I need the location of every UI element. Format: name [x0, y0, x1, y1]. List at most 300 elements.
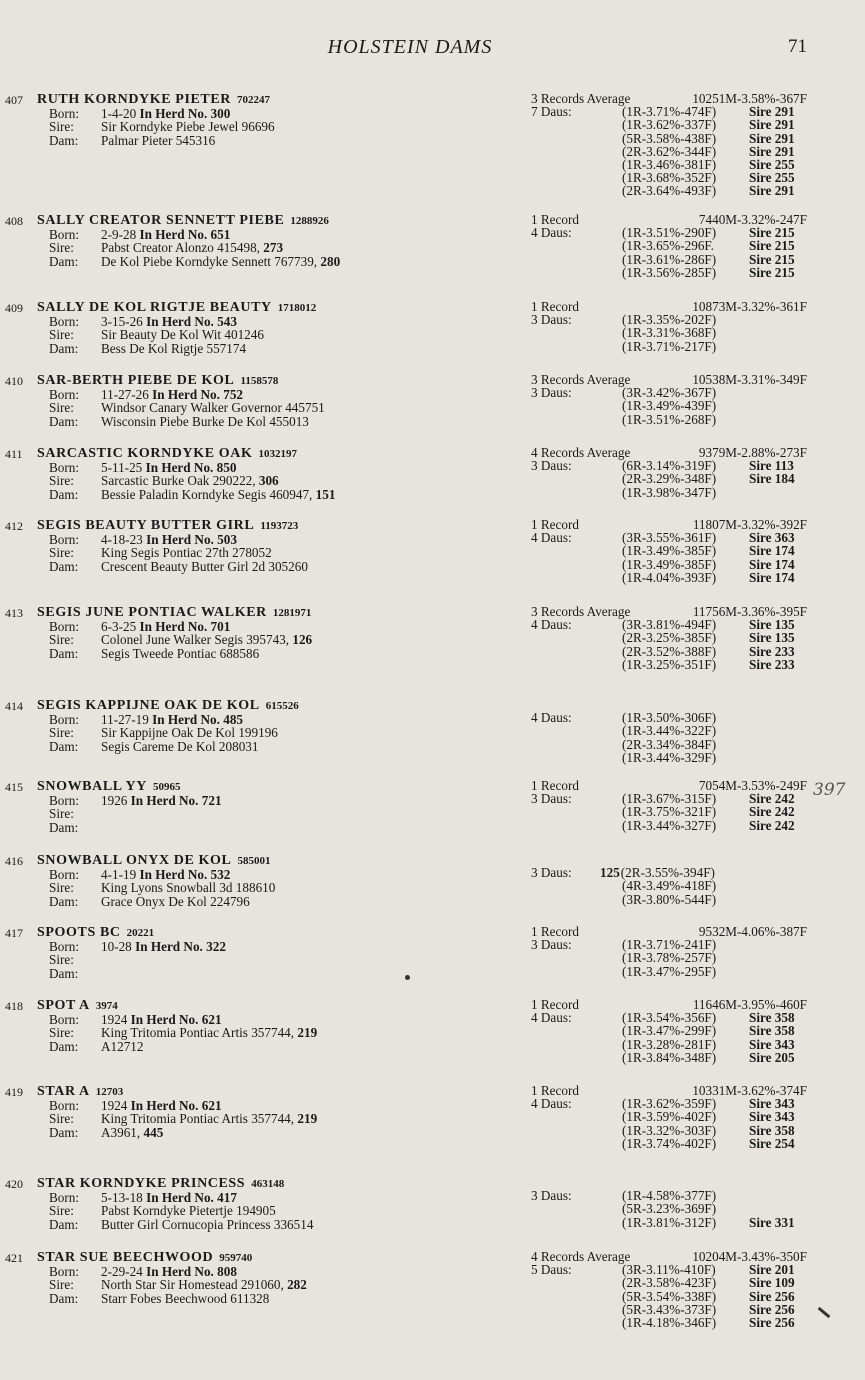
- dam-row: [37, 342, 497, 355]
- daughter-record-value: (3R-3.11%-410F): [622, 1262, 716, 1278]
- born-label: Born:: [49, 619, 80, 635]
- born-label: Born:: [49, 1012, 80, 1028]
- in-herd-label: In Herd No.: [152, 712, 224, 728]
- entry-number: 416: [5, 854, 23, 868]
- daughter-record: [531, 751, 811, 764]
- cow-name-line: [37, 92, 497, 107]
- daughter-sire: Sire 291: [749, 130, 795, 146]
- entry-number: 413: [5, 606, 23, 620]
- in-herd-label: In Herd No.: [146, 532, 218, 548]
- sire-label: Sire:: [49, 1111, 74, 1127]
- cow-name: STAR KORNDYKE PRINCESS: [37, 1176, 246, 1191]
- born-label: Born:: [49, 387, 80, 403]
- daughter-values: [622, 340, 716, 353]
- born-row: [37, 794, 497, 807]
- dam-name: A12712: [101, 1038, 144, 1054]
- sire-name: King Lyons Snowball 3d 188610: [101, 880, 276, 896]
- dam-row: [37, 560, 497, 573]
- dam-row: [37, 740, 497, 753]
- record-value: 10251M-3.58%-367F: [692, 91, 807, 106]
- sire-label: Sire:: [49, 632, 74, 648]
- daughters-label: 3 Daus:: [531, 458, 572, 474]
- dam-label: Dam:: [49, 413, 79, 429]
- daughter-sire: Sire 255: [749, 170, 795, 186]
- in-herd-label: In Herd No.: [130, 1098, 202, 1114]
- cow-name-line: [37, 925, 497, 940]
- sire-label: Sire:: [49, 952, 74, 968]
- daughter-record-value: (1R-3.71%-241F): [622, 937, 717, 953]
- daughters-label: 3 Daus:: [531, 937, 572, 953]
- cow-name-line: [37, 853, 497, 868]
- cow-name: SEGIS BEAUTY BUTTER GIRL: [37, 518, 255, 533]
- dam-name: Bess De Kol Rigtje 557174: [101, 340, 247, 356]
- dam-index: 151: [312, 486, 336, 502]
- production-record: [531, 1250, 811, 1329]
- record-label: 1 Record: [531, 517, 579, 532]
- sire-label: Sire:: [49, 545, 74, 561]
- daughter-record: [531, 1316, 811, 1329]
- daughter-record: [531, 266, 811, 279]
- daughter-record: [531, 819, 811, 832]
- daughter-sire: Sire 201: [749, 1262, 795, 1278]
- daughter-record-value: (1R-3.62%-337F): [622, 117, 717, 133]
- daughter-record-value: (2R-3.52%-388F): [622, 643, 717, 659]
- daughters-label: 4 Daus:: [531, 1010, 572, 1026]
- daughter-record: [531, 965, 811, 978]
- dam-label: Dam:: [49, 965, 79, 981]
- cow-name: SALLY CREATOR SENNETT PIEBE: [37, 213, 285, 228]
- daughters-label: 4 Daus:: [531, 530, 572, 546]
- daughter-record-value: (1R-3.56%-285F): [622, 264, 717, 280]
- daughter-record-value: (1R-3.61%-286F): [622, 251, 717, 267]
- record-value: 10873M-3.32%-361F: [692, 299, 807, 314]
- daughter-record-value: (1R-3.47%-299F): [622, 1023, 717, 1039]
- sire-index: 282: [283, 1277, 307, 1293]
- herd-number: 850: [216, 460, 237, 476]
- sire-name: King Tritomia Pontiac Artis 357744,: [101, 1111, 295, 1127]
- entry-pedigree: [37, 518, 497, 573]
- dam-name: Wisconsin Piebe Burke De Kol 455013: [101, 413, 309, 429]
- daughter-record-value: (5R-3.43%-373F): [622, 1301, 717, 1317]
- born-date: 1924: [101, 1098, 131, 1114]
- sire-label: Sire:: [49, 1203, 74, 1219]
- registration-number: 463148: [251, 1178, 285, 1190]
- daughter-record-value: (1R-3.32%-303F): [622, 1122, 717, 1138]
- dam-label: Dam:: [49, 1290, 79, 1306]
- entry-number: 410: [5, 374, 23, 388]
- daughter-sire: Sire 291: [749, 143, 795, 159]
- daughter-record: [531, 893, 811, 906]
- ink-tick-mark: [818, 1307, 831, 1318]
- daughter-sire: Sire 256: [749, 1301, 795, 1317]
- daughters-label: 3 Daus:: [531, 791, 572, 807]
- in-herd-label: In Herd No.: [139, 867, 211, 883]
- entry-pedigree: [37, 1084, 497, 1139]
- dam-name: A3961,: [101, 1124, 141, 1140]
- entry-pedigree: [37, 446, 497, 501]
- sire-label: Sire:: [49, 1277, 74, 1293]
- daughter-record-value: (1R-3.59%-402F): [622, 1109, 717, 1125]
- entry-number: 407: [5, 93, 23, 107]
- record-label: 3 Records Average: [531, 91, 631, 106]
- herd-number: 322: [206, 939, 226, 955]
- herd-number: 417: [217, 1190, 237, 1206]
- sire-row: [37, 807, 497, 820]
- dam-label: Dam:: [49, 253, 79, 269]
- dam-label: Dam:: [49, 1038, 79, 1054]
- production-record: [531, 1084, 811, 1150]
- daughter-record-value: (2R-3.55%-394F): [620, 865, 715, 881]
- cow-name: SEGIS JUNE PONTIAC WALKER: [37, 605, 267, 620]
- daughter-sire: Sire 184: [749, 471, 795, 487]
- record-value: 10204M-3.43%-350F: [692, 1249, 807, 1264]
- born-label: Born:: [49, 314, 80, 330]
- sire-name: Sarcastic Burke Oak 290222,: [101, 473, 256, 489]
- daughter-record-value: (1R-3.35%-202F): [622, 312, 717, 328]
- handwritten-margin-note: 397: [813, 780, 846, 800]
- daughter-values: [622, 571, 716, 584]
- registration-number: 1718012: [277, 302, 317, 314]
- record-label: 4 Records Average: [531, 445, 631, 460]
- daughter-record-value: (1R-3.51%-268F): [622, 411, 717, 427]
- entry-number: 412: [5, 519, 23, 533]
- daughter-record-value: (1R-3.98%-347F): [622, 484, 717, 500]
- daughter-sire: Sire 343: [749, 1096, 795, 1112]
- sire-label: Sire:: [49, 473, 74, 489]
- born-label: Born:: [49, 227, 80, 243]
- daughter-sire: Sire 256: [749, 1288, 795, 1304]
- dam-row: [37, 1218, 497, 1231]
- sire-name: Windsor Canary Walker Governor 445751: [101, 400, 325, 416]
- daughter-record-value: (1R-4.58%-377F): [622, 1188, 717, 1204]
- daughters-label: 4 Daus:: [531, 617, 572, 633]
- in-herd-label: In Herd No.: [130, 793, 202, 809]
- registration-number: 1281971: [272, 607, 312, 619]
- dam-row: [37, 967, 497, 980]
- in-herd-label: In Herd No.: [139, 106, 211, 122]
- daughter-record-value: (2R-3.29%-348F): [622, 471, 717, 487]
- registration-number: 702247: [237, 94, 271, 106]
- in-herd-label: In Herd No.: [146, 314, 218, 330]
- record-value: 7440M-3.32%-247F: [698, 212, 807, 227]
- herd-number: 621: [201, 1012, 222, 1028]
- sire-name: Pabst Korndyke Pietertje 194905: [101, 1203, 276, 1219]
- dam-name: Segis Tweede Pontiac 688586: [101, 645, 260, 661]
- in-herd-label: In Herd No.: [146, 1190, 218, 1206]
- daughter-record-value: (1R-3.44%-322F): [622, 723, 717, 739]
- sire-label: Sire:: [49, 806, 74, 822]
- sire-label: Sire:: [49, 725, 74, 741]
- entry-pedigree: [37, 1250, 497, 1305]
- daughter-record-value: (1R-3.81%-312F): [622, 1214, 717, 1230]
- born-date: 2-29-24: [101, 1264, 147, 1280]
- daughters-label: 4 Daus:: [531, 225, 572, 241]
- daughter-sire: Sire 291: [749, 183, 795, 199]
- page-number: 71: [788, 36, 807, 57]
- daughter-record: [531, 1051, 811, 1064]
- daughter-record-value: (1R-3.31%-368F): [622, 325, 717, 341]
- daughter-prefix-index: 125: [600, 865, 620, 881]
- daughter-sire: Sire 242: [749, 817, 795, 833]
- sire-name: Sir Kappijne Oak De Kol 199196: [101, 725, 278, 741]
- in-herd-label: In Herd No.: [146, 1264, 218, 1280]
- herd-number: 621: [201, 1098, 222, 1114]
- registration-number: 1032197: [258, 448, 297, 460]
- daughter-record-value: (1R-4.04%-393F): [622, 569, 717, 585]
- sire-name: Sir Beauty De Kol Wit 401246: [101, 327, 264, 343]
- daughter-sire: Sire 358: [749, 1122, 795, 1138]
- daughter-sire: Sire 215: [749, 225, 795, 241]
- herd-number: 701: [210, 619, 231, 635]
- in-herd-label: In Herd No.: [152, 387, 224, 403]
- daughter-record-value: (1R-3.75%-321F): [622, 804, 717, 820]
- daughter-values: [622, 751, 716, 764]
- record-value: 11756M-3.36%-395F: [692, 604, 807, 619]
- production-record: [531, 446, 811, 499]
- dam-row: [37, 1040, 497, 1053]
- dam-label: Dam:: [49, 645, 79, 661]
- daughter-record-value: (1R-3.67%-315F): [622, 791, 717, 807]
- daughter-sire: Sire 255: [749, 156, 795, 172]
- dam-name: Crescent Beauty Butter Girl 2d 305260: [101, 558, 308, 574]
- page-title: HOLSTEIN DAMS: [327, 36, 493, 58]
- daughter-record: [531, 486, 811, 499]
- registration-number: 959740: [219, 1252, 253, 1264]
- dam-label: Dam:: [49, 738, 79, 754]
- sire-label: Sire:: [49, 880, 74, 896]
- cow-name-line: [37, 1176, 497, 1191]
- sire-row: [37, 953, 497, 966]
- dam-label: Dam:: [49, 1124, 79, 1140]
- production-record: [531, 711, 811, 764]
- daughter-sire: Sire 174: [749, 569, 795, 585]
- daughter-record-value: (1R-4.18%-346F): [622, 1314, 717, 1330]
- record-label: 1 Record: [531, 924, 579, 939]
- born-label: Born:: [49, 532, 80, 548]
- daughter-record-value: (5R-3.58%-438F): [622, 130, 717, 146]
- dam-label: Dam:: [49, 340, 79, 356]
- record-value: 9379M-2.88%-273F: [698, 445, 807, 460]
- born-date: 5-11-25: [101, 460, 146, 476]
- in-herd-label: In Herd No.: [139, 227, 211, 243]
- daughters-label: 7 Daus:: [531, 104, 572, 120]
- registration-number: 1158578: [240, 375, 279, 387]
- daughter-record-value: (2R-3.25%-385F): [622, 630, 717, 646]
- record-label: 1 Record: [531, 212, 579, 227]
- cow-name: SARCASTIC KORNDYKE OAK: [37, 446, 253, 461]
- daughter-sire: Sire 291: [749, 104, 795, 120]
- record-value: 11807M-3.32%-392F: [692, 517, 807, 532]
- dam-row: [37, 821, 497, 834]
- dam-label: Dam:: [49, 558, 79, 574]
- born-label: Born:: [49, 1098, 80, 1114]
- registration-number: 20221: [126, 927, 155, 939]
- dam-row: [37, 415, 497, 428]
- daughter-record-value: (1R-3.84%-348F): [622, 1049, 717, 1065]
- daughter-sire: Sire 135: [749, 630, 795, 646]
- daughter-sire: Sire 135: [749, 617, 795, 633]
- sire-index: 126: [289, 632, 313, 648]
- daughter-record-value: (1R-3.74%-402F): [622, 1135, 717, 1151]
- daughter-record-value: (5R-3.23%-369F): [622, 1201, 717, 1217]
- daughter-record-value: (6R-3.14%-319F): [622, 458, 717, 474]
- dam-name: Palmar Pieter 545316: [101, 132, 216, 148]
- cow-name: SPOOTS BC: [37, 925, 121, 940]
- record-label: 3 Records Average: [531, 604, 631, 619]
- daughter-sire: Sire 331: [749, 1214, 795, 1230]
- entry-pedigree: [37, 300, 497, 355]
- sire-index: 219: [294, 1025, 318, 1041]
- daughters-label: 3 Daus:: [531, 1188, 572, 1204]
- herd-number: 532: [210, 867, 231, 883]
- daughter-record: [531, 1137, 811, 1150]
- herd-number: 503: [217, 532, 237, 548]
- cow-name-line: [37, 213, 497, 228]
- daughter-sire: Sire 242: [749, 791, 795, 807]
- cow-name: STAR A: [37, 1084, 90, 1099]
- dam-name: Bessie Paladin Korndyke Segis 460947,: [101, 486, 313, 502]
- born-row: [37, 940, 497, 953]
- daughter-record: [531, 413, 811, 426]
- entry-number: 417: [5, 926, 23, 940]
- daughter-sire: Sire 233: [749, 643, 795, 659]
- born-date: 1-4-20: [101, 106, 140, 122]
- daughters-label: 4 Daus:: [531, 1096, 572, 1112]
- cow-name-line: [37, 698, 497, 713]
- born-date: 3-15-26: [101, 314, 147, 330]
- record-label: 1 Record: [531, 997, 579, 1012]
- entry-pedigree: [37, 779, 497, 834]
- dam-index: 445: [140, 1124, 164, 1140]
- daughter-record-value: (1R-3.49%-385F): [622, 543, 717, 559]
- daughter-record-value: (1R-3.47%-295F): [622, 963, 717, 979]
- daughter-values: [622, 413, 716, 426]
- daughter-record-value: (1R-3.49%-439F): [622, 398, 717, 414]
- in-herd-label: In Herd No.: [139, 619, 211, 635]
- dam-name: Starr Fobes Beechwood 611328: [101, 1290, 270, 1306]
- born-label: Born:: [49, 712, 80, 728]
- daughter-record: [531, 1216, 811, 1229]
- daughter-record-value: (1R-3.71%-474F): [622, 104, 717, 120]
- daughters-label: 5 Daus:: [531, 1262, 572, 1278]
- production-record: [531, 925, 811, 978]
- sire-name: Sir Korndyke Piebe Jewel 96696: [101, 119, 275, 135]
- cow-name: SNOWBALL YY: [37, 779, 147, 794]
- daughter-record-value: (1R-3.71%-217F): [622, 338, 717, 354]
- born-date: 10-28: [101, 939, 136, 955]
- daughter-record-value: (1R-3.28%-281F): [622, 1036, 717, 1052]
- daughter-record-value: (3R-3.81%-494F): [622, 617, 717, 633]
- born-label: Born:: [49, 1190, 80, 1206]
- born-date: 11-27-26: [101, 387, 153, 403]
- born-label: Born:: [49, 867, 80, 883]
- in-herd-label: In Herd No.: [135, 939, 207, 955]
- daughter-values: [622, 893, 716, 906]
- daughter-sire: Sire 215: [749, 264, 795, 280]
- cow-name-line: [37, 1250, 497, 1265]
- entry-pedigree: [37, 698, 497, 753]
- entry-pedigree: [37, 853, 497, 908]
- born-date: 6-3-25: [101, 619, 140, 635]
- dam-name: Segis Careme De Kol 208031: [101, 738, 259, 754]
- daughter-record-value: (2R-3.58%-423F): [622, 1275, 717, 1291]
- sire-index: 273: [259, 240, 284, 256]
- registration-number: 12703: [95, 1086, 124, 1098]
- daughter-values: [622, 1216, 716, 1229]
- daughters-label: 3 Daus:: [531, 312, 572, 328]
- registration-number: 1193723: [260, 520, 299, 532]
- dam-row: [37, 895, 497, 908]
- herd-number: 651: [210, 227, 231, 243]
- record-label: 1 Record: [531, 778, 579, 793]
- daughter-sire: Sire 233: [749, 656, 795, 672]
- daughter-sire: Sire 174: [749, 543, 795, 559]
- daughter-record-value: (5R-3.54%-338F): [622, 1288, 717, 1304]
- cow-name-line: [37, 446, 497, 461]
- daughter-record-value: (1R-3.44%-327F): [622, 817, 717, 833]
- daughter-sire: Sire 113: [749, 458, 794, 474]
- dam-label: Dam:: [49, 893, 79, 909]
- record-label: 1 Record: [531, 299, 579, 314]
- entry-pedigree: [37, 1176, 497, 1231]
- born-date: 11-27-19: [101, 712, 153, 728]
- entry-pedigree: [37, 213, 497, 268]
- daughter-record-value: (1R-3.62%-359F): [622, 1096, 717, 1112]
- daughter-sire: Sire 109: [749, 1275, 795, 1291]
- born-label: Born:: [49, 939, 80, 955]
- daughter-values: [622, 1051, 716, 1064]
- daughter-values: [622, 184, 716, 197]
- cow-name: SPOT A: [37, 998, 90, 1013]
- record-value: 7054M-3.53%-249F: [698, 778, 807, 793]
- entry-number: 418: [5, 999, 23, 1013]
- registration-number: 3974: [95, 1000, 118, 1012]
- sire-index: 219: [294, 1111, 318, 1127]
- cow-name-line: [37, 373, 497, 388]
- production-record: [531, 300, 811, 353]
- production-record: [531, 605, 811, 671]
- sire-label: Sire:: [49, 240, 74, 256]
- daughter-sire: Sire 242: [749, 804, 795, 820]
- daughter-record-value: (1R-3.54%-356F): [622, 1010, 717, 1026]
- sire-index: 306: [255, 473, 279, 489]
- entry-number: 421: [5, 1251, 23, 1265]
- daughter-sire: Sire 174: [749, 556, 795, 572]
- daughters-label: 4 Daus:: [531, 710, 572, 726]
- daughter-record-value: (1R-3.25%-351F): [622, 656, 717, 672]
- in-herd-label: In Herd No.: [130, 1012, 202, 1028]
- daughter-record-value: (3R-3.80%-544F): [622, 891, 717, 907]
- dam-name: Grace Onyx De Kol 224796: [101, 893, 250, 909]
- herd-number: 485: [223, 712, 244, 728]
- entry-number: 409: [5, 301, 23, 315]
- sire-name: North Star Sir Homestead 291060,: [101, 1277, 284, 1293]
- dam-row: [37, 134, 497, 147]
- daughter-record-value: (4R-3.49%-418F): [622, 878, 717, 894]
- cow-name-line: [37, 779, 497, 794]
- cow-name: RUTH KORNDYKE PIETER: [37, 92, 232, 107]
- daughter-record-value: (3R-3.55%-361F): [622, 530, 717, 546]
- cow-name-line: [37, 1084, 497, 1099]
- born-date: 5-13-18: [101, 1190, 147, 1206]
- record-value: 11646M-3.95%-460F: [692, 997, 807, 1012]
- cow-name: SAR-BERTH PIEBE DE KOL: [37, 373, 235, 388]
- born-date: 4-1-19: [101, 867, 140, 883]
- cow-name: SNOWBALL ONYX DE KOL: [37, 853, 232, 868]
- cow-name: SALLY DE KOL RIGTJE BEAUTY: [37, 300, 272, 315]
- dam-row: [37, 488, 497, 501]
- born-date: 1926: [101, 793, 131, 809]
